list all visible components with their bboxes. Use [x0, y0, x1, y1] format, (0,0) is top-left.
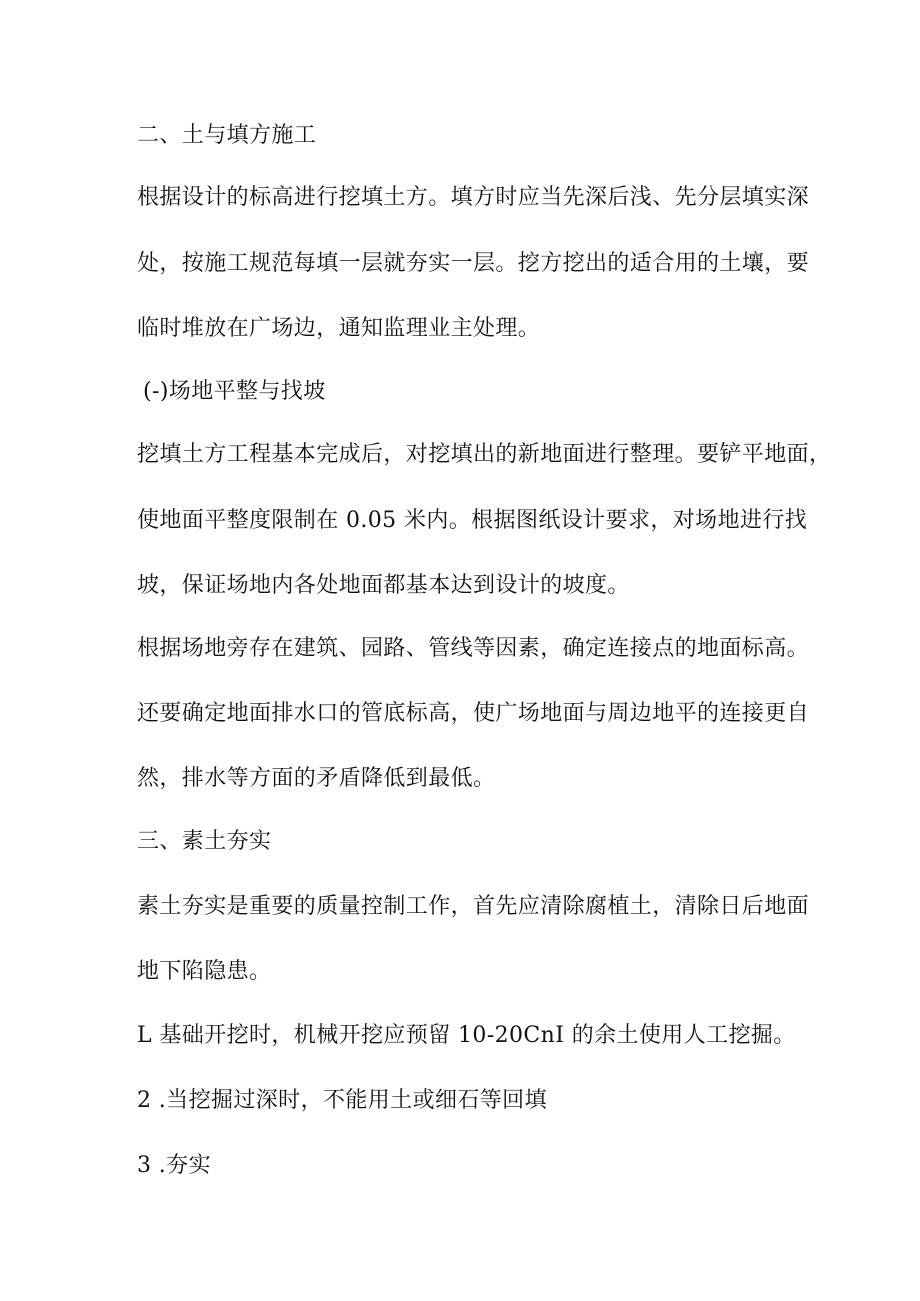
- paragraph-line: 然，排水等方面的矛盾降低到最低。: [137, 766, 496, 791]
- paragraph-line: 坡，保证场地内各处地面都基本达到设计的坡度。: [137, 573, 630, 598]
- paragraph-line: 根据设计的标高进行挖填土方。填方时应当先深后浅、先分层填实深: [137, 185, 810, 210]
- list-item: L 基础开挖时，机械开挖应预留 10-20CnI 的余土使用人工挖掘。: [137, 1023, 796, 1048]
- paragraph-line: 根据场地旁存在建筑、园路、管线等因素，确定连接点的地面标高。: [137, 636, 810, 661]
- section-heading-2: 二、土与填方施工: [137, 123, 317, 148]
- list-item: 2 .当挖掘过深时，不能用土或细石等回填: [137, 1088, 547, 1113]
- paragraph-line: 使地面平整度限制在 0.05 米内。根据图纸设计要求，对场地进行找: [137, 508, 808, 533]
- subsection-heading: (-)场地平整与找坡: [143, 379, 326, 404]
- section-heading-3: 三、素土夯实: [137, 829, 272, 854]
- paragraph-line: 素土夯实是重要的质量控制工作，首先应清除腐植土，清除日后地面: [137, 894, 810, 919]
- paragraph-line: 临时堆放在广场边，通知监理业主处理。: [137, 316, 541, 341]
- list-item: 3 .夯实: [137, 1153, 211, 1178]
- paragraph-line: 挖填土方工程基本完成后，对挖填出的新地面进行整理。要铲平地面，: [137, 442, 832, 467]
- paragraph-line: 地下陷隐患。: [137, 959, 272, 984]
- paragraph-line: 还要确定地面排水口的管底标高，使广场地面与周边地平的连接更自: [137, 701, 810, 726]
- paragraph-line: 处，按施工规范每填一层就夯实一层。挖方挖出的适合用的土壤，要: [137, 251, 810, 276]
